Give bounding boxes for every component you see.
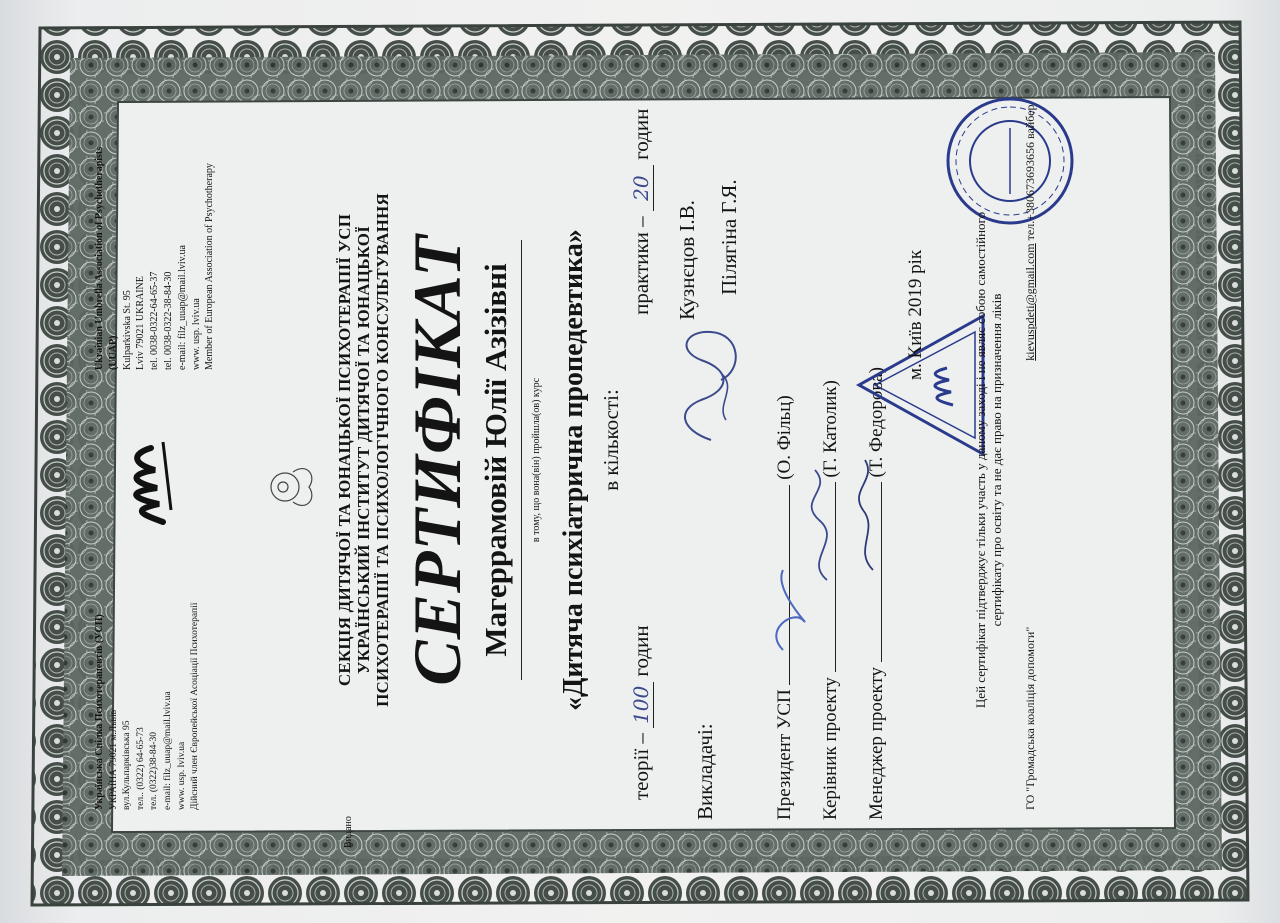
org-tel-en-2: tel. 0038-0322-38-84-30 (162, 271, 174, 370)
org-email-en: e-mail: filz_uuap@mail.lviv.ua (176, 245, 188, 370)
project-lead-name: (Г. Католик) (820, 380, 841, 478)
theory-label: теорії – (629, 733, 653, 800)
ukrainian-org-block (93, 590, 203, 810)
org-name-ua: Українська Спілка Психотерапевтів (УСП) (94, 614, 105, 810)
header-line-3: ПСИХОТЕРАПІЇ ТА ПСИХОЛОГІЧНОГО КОНСУЛЬТУВАННЯ (373, 193, 392, 707)
org-address-en-2: Lviv 79021 UKRAINE (135, 276, 147, 370)
president-name: (О. Фільц) (774, 395, 795, 480)
teacher-signature-icon (671, 320, 751, 450)
org-tel-ua-2: тел. (0322)38-84-30 (149, 731, 160, 810)
manager-role: Менеджер проекту (866, 666, 887, 820)
theory-unit: годин (629, 625, 653, 677)
issuer-header (335, 140, 392, 760)
disclaimer-line-2: сертифікату про освіту та не дає право на призначення ліків (989, 293, 1004, 627)
usp-logo (101, 420, 191, 540)
manager-name: (Т. Федорова) (866, 367, 887, 478)
teachers-label: Викладачі: (693, 723, 717, 820)
issued-label: Видано (343, 816, 354, 848)
org-www-ua: www. usp. lviv.ua (176, 741, 187, 810)
org-tel-ua-1: тел.. (0322) 64-65-73 (135, 727, 146, 810)
certificate-title: СЕРТИФІКАТ (399, 234, 475, 686)
practice-hours: 20 (629, 165, 654, 211)
place-date: м. Київ 2019 рік (905, 249, 926, 380)
practice-unit: годин (629, 108, 653, 160)
practice-label: практики – (629, 216, 653, 315)
english-org-block (93, 110, 217, 370)
header-line-1: СЕКЦІЯ ДИТЯЧОЇ ТА ЮНАЦЬКОЇ ПСИХОТЕРАПІЇ УСП (335, 213, 354, 687)
angel-emblem-icon (263, 452, 323, 522)
certificate-content (93, 90, 1193, 848)
org-email-ua: e-mail: filz_uuap@mail.lviv.ua (162, 691, 173, 810)
org-tel-en-1: tel. 0038-0322-64-65-37 (149, 271, 161, 370)
org-name-en: Ukrainian Umbrella Association of Psychotherapists (UUAP) (94, 146, 119, 370)
name-underline (521, 240, 522, 680)
president-role: Президент УСП (774, 689, 795, 820)
course-intro: в тому, що вона(він) пройшла(ов) курс (531, 377, 542, 543)
org-address-en-1: Kulparkivska St. 95 (121, 290, 133, 370)
teacher-1: Кузнєцов І.В. (675, 200, 699, 320)
org-address-ua-2: вул.Кульпарківська 95 (122, 720, 133, 810)
ngo-label: ГО "Громадська коаліція допомоги" (1023, 626, 1037, 810)
ngo-phone: тел.+380673693656 вайбер (1023, 104, 1037, 241)
org-member-en: Member of European Association of Psychotherapy (204, 163, 216, 370)
org-address-ua-1: УКРАЇНА 79021 м.Львів (108, 709, 119, 810)
ngo-contact (1023, 90, 1038, 810)
project-lead-role: Керівник проекту (820, 677, 841, 820)
disclaimer (973, 120, 1005, 800)
course-name: «Дитяча психіатрична пропедевтика» (558, 229, 589, 711)
round-stamp-icon (943, 94, 1077, 228)
org-www-en: www. usp. lviv.ua (190, 298, 202, 370)
hours-row (629, 100, 654, 800)
teacher-2: Пілягіна Г.Я. (717, 179, 741, 295)
amount-label: в кількості: (599, 389, 623, 491)
recipient-name: Магеррамовій Юлії Азізівні (478, 263, 513, 657)
disclaimer-line-1: Цей сертифікат підтверджує тільки участь у даному заході і не являє собою самостійного (973, 211, 988, 709)
ngo-email-link[interactable]: kievuspdeti@gmail.com (1023, 243, 1037, 361)
org-member-ua: Дійсний член Європейської Асоціації Психотерапії (190, 602, 201, 810)
header-line-2: УКРАЇНСЬКИЙ ІНСТИТУТ ДИТЯЧОЇ ТА ЮНАЦЬКОЇ (354, 225, 373, 675)
theory-hours: 100 (629, 682, 654, 728)
